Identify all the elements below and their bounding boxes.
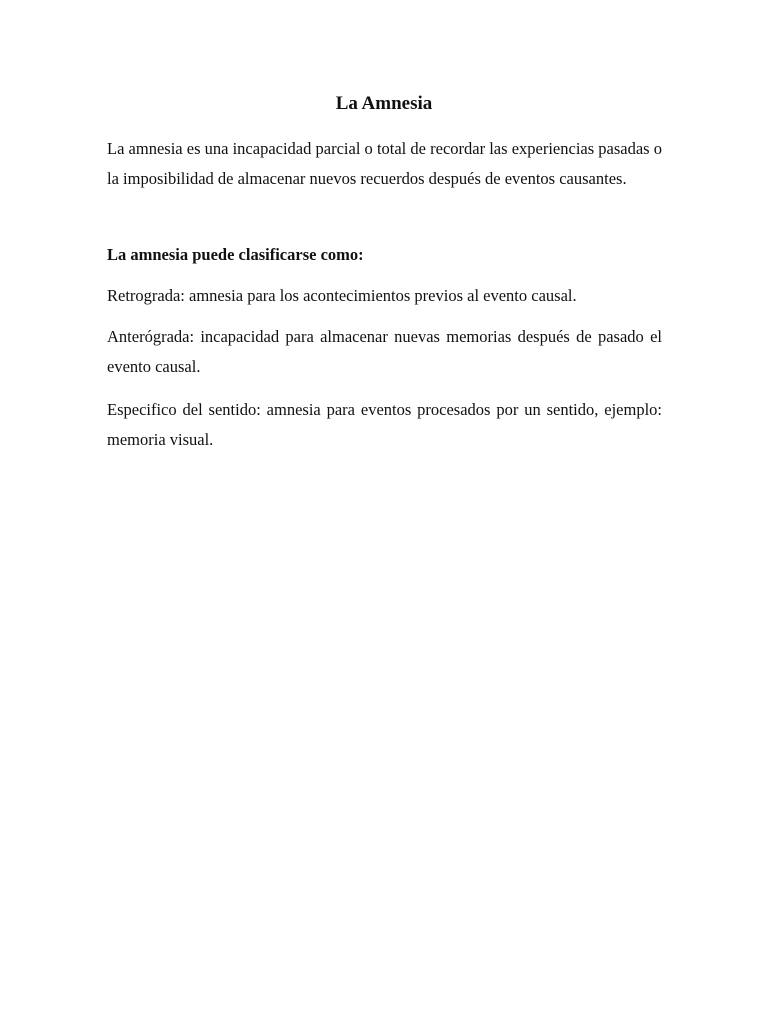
item-retrograda: Retrograda: amnesia para los acontecimientos previos al evento causal. bbox=[107, 286, 577, 305]
item-especifico: Especifico del sentido: amnesia para eventos procesados por un sentido, ejemplo: memoria visual. bbox=[107, 400, 662, 449]
document-title: La Amnesia bbox=[335, 93, 433, 114]
classification-heading: La amnesia puede clasificarse como: bbox=[107, 245, 364, 264]
item-anterograda: Anterógrada: incapacidad para almacenar nuevas memorias después de pasado el evento causal. bbox=[107, 327, 662, 376]
intro-paragraph: La amnesia es una incapacidad parcial o total de recordar las experiencias pasadas o la imposibilidad de almacenar nuevos recuerdos después de eventos causantes. bbox=[107, 139, 662, 188]
